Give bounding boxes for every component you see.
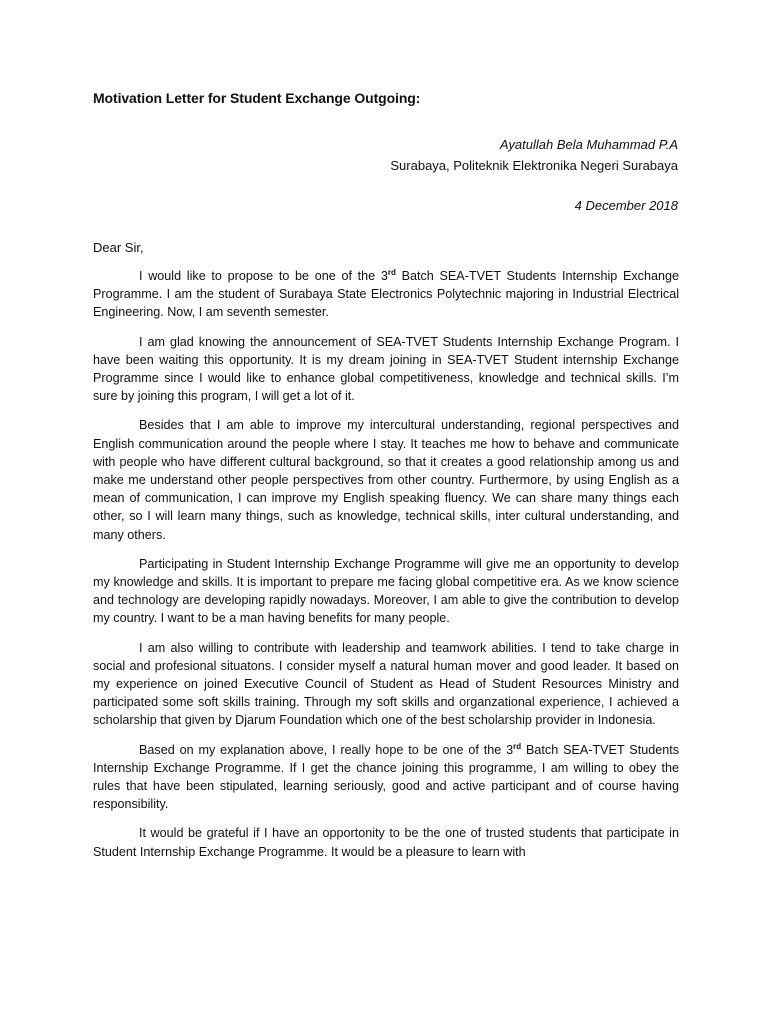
paragraph-6 bbox=[93, 741, 679, 814]
sender-affiliation: Surabaya, Politeknik Elektronika Negeri Surabaya bbox=[390, 158, 678, 173]
ordinal-suffix: rd bbox=[387, 267, 396, 277]
letter-date: 4 December 2018 bbox=[574, 198, 678, 213]
salutation: Dear Sir, bbox=[93, 240, 144, 255]
paragraph-6-text-b: Batch SEA-TVET Students Internship Exchange Programme. If I get the chance joining this programme, I am willing to obey the rules that have been stipulated, learning seriously, good and active participant and of course having responsibility. bbox=[93, 742, 680, 812]
sender-name: Ayatullah Bela Muhammad P.A bbox=[499, 137, 678, 152]
paragraph-7: It would be grateful if I have an opportonity to be the one of trusted students that participate in Student Internship Exchange Programme. It would be a pleasure to learn with bbox=[93, 826, 679, 859]
ordinal-suffix: rd bbox=[513, 741, 522, 751]
paragraph-3: Besides that I am able to improve my intercultural understanding, regional perspectives and English communication around the people where I stay. It teaches me how to behave and communicate with people who have different cultural background, so that it creates a good relationship among us and make me understand other people perspectives from other country. Furthermore, by using English as a mean of communication, I can improve my English speaking fluency. We can share many things each other, so I will learn many things, such as knowledge, technical skills, inter cultural understanding, and many others. bbox=[93, 418, 679, 542]
paragraph-5: I am also willing to contribute with leadership and teamwork abilities. I tend to take charge in social and profesional situatons. I consider myself a natural human mover and good leader. It based on my experience on joined Executive Council of Student as Head of Student Resources Ministry and participated some soft skills training. Through my soft skills and organzational experience, I achieved a scholarship that given by Djarum Foundation which one of the best scholarship provider in Indonesia. bbox=[93, 640, 679, 728]
paragraph-1-text-a: I would like to propose to be one of the 3 bbox=[139, 269, 388, 283]
paragraph-4: Participating in Student Internship Exchange Programme will give me an opportunity to develop my knowledge and skills. It is important to prepare me facing global competitive era. As we know science and technology are developing rapidly nowadays. Moreover, I am able to give the contribution to develop my country. I want to be a man having benefits for many people. bbox=[93, 556, 679, 626]
letter-title: Motivation Letter for Student Exchange Outgoing: bbox=[93, 90, 421, 106]
paragraph-1-text-b: Batch SEA-TVET Students Internship Exchange Programme. I am the student of Surabaya State Electronics Polytechnic majoring in Industrial Electrical Engineering. Now, I am seventh semester. bbox=[93, 269, 679, 320]
letter-body bbox=[93, 267, 679, 872]
paragraph-1 bbox=[93, 267, 679, 322]
sender-block bbox=[390, 134, 678, 176]
paragraph-6-text-a: Based on my explanation above, I really hope to be one of the 3 bbox=[139, 742, 514, 757]
paragraph-2: I am glad knowing the announcement of SEA-TVET Students Internship Exchange Program. I have been waiting this opportunity. It is my dream joining in SEA-TVET Student internship Exchange Programme since I would like to enhance global competitiveness, knowledge and technical skills. I’m sure by joining this program, I will get a lot of it. bbox=[93, 334, 679, 404]
